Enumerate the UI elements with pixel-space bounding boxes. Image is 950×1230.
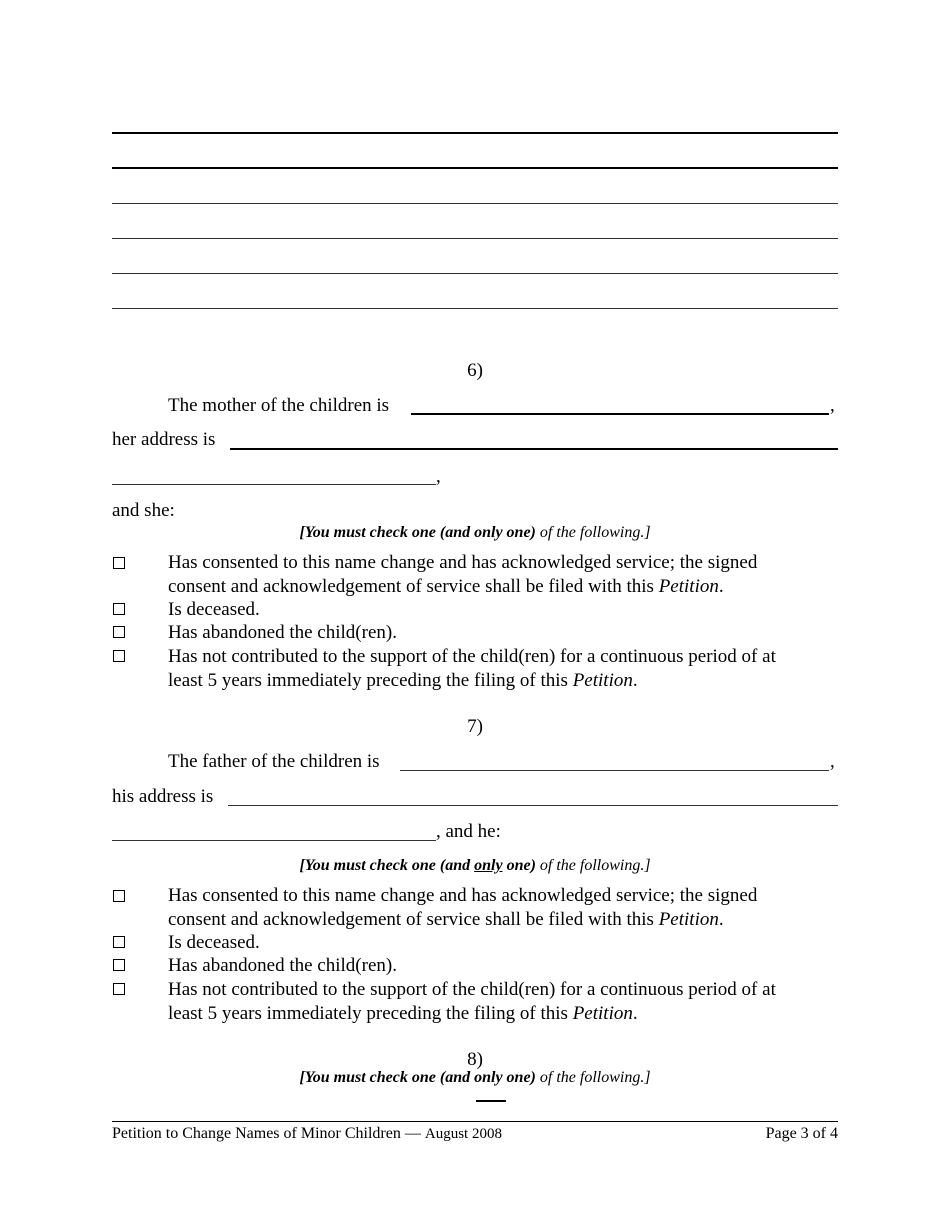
footer-title: Petition to Change Names of Minor Children — August 2008 — [112, 1125, 502, 1142]
mother-address-field-2[interactable] — [112, 484, 436, 485]
blank-line — [112, 203, 838, 204]
instruction-note: [You must check one (and only one) of the following.] — [299, 524, 651, 541]
option-not-contributed: Has not contributed to the support of the child(ren) for a continuous period of at least 5 years immediately preceding the filing of this Petition. — [168, 646, 776, 691]
section-6-number: 6) — [467, 360, 483, 381]
comma: , — [436, 466, 441, 487]
checkbox-mother-abandoned[interactable] — [113, 626, 125, 638]
section-8-number: 8) — [467, 1049, 483, 1070]
checkbox-father-deceased[interactable] — [113, 936, 125, 948]
checkbox-mother-consented[interactable] — [113, 557, 125, 569]
mother-address-label: her address is — [112, 429, 216, 450]
instruction-note: [You must check one (and only one) of the following.] — [299, 857, 651, 874]
option-not-contributed: Has not contributed to the support of the child(ren) for a continuous period of at least 5 years immediately preceding the filing of this Petition. — [168, 979, 776, 1024]
option-abandoned: Has abandoned the child(ren). — [168, 622, 397, 643]
option-consented: Has consented to this name change and has acknowledged service; the signed consent and acknowledgement of service shall be filed with this Petition. — [168, 552, 758, 597]
blank-line — [112, 167, 838, 169]
section-7-number: 7) — [467, 716, 483, 737]
comma: , — [830, 395, 835, 416]
father-label: The father of the children is — [168, 751, 380, 772]
father-address-label: his address is — [112, 786, 214, 807]
mother-label: The mother of the children is — [168, 395, 390, 416]
checkbox-mother-not-contributed[interactable] — [113, 650, 125, 662]
blank-line — [112, 238, 838, 239]
and-she-label: and she: — [112, 500, 175, 521]
option-deceased: Is deceased. — [168, 932, 260, 953]
checkbox-father-consented[interactable] — [113, 890, 125, 902]
blank-line — [112, 273, 838, 274]
father-address-field[interactable] — [228, 805, 838, 806]
blank-line — [112, 308, 838, 309]
father-address-field-2[interactable] — [112, 840, 436, 841]
father-name-field[interactable] — [400, 770, 829, 771]
option-consented: Has consented to this name change and has acknowledged service; the signed consent and acknowledgement of service shall be filed with this Petition. — [168, 885, 758, 930]
comma: , — [830, 751, 835, 772]
short-divider — [476, 1100, 506, 1102]
mother-address-field[interactable] — [230, 448, 838, 450]
checkbox-father-abandoned[interactable] — [113, 959, 125, 971]
option-abandoned: Has abandoned the child(ren). — [168, 955, 397, 976]
and-he-label: , and he: — [436, 821, 501, 842]
instruction-note: [You must check one (and only one) of the following.] — [299, 1069, 651, 1086]
checkbox-father-not-contributed[interactable] — [113, 983, 125, 995]
footer-rule — [112, 1121, 838, 1122]
option-deceased: Is deceased. — [168, 599, 260, 620]
blank-line — [112, 132, 838, 134]
mother-name-field[interactable] — [411, 413, 829, 415]
checkbox-mother-deceased[interactable] — [113, 603, 125, 615]
page-number: Page 3 of 4 — [765, 1125, 838, 1142]
